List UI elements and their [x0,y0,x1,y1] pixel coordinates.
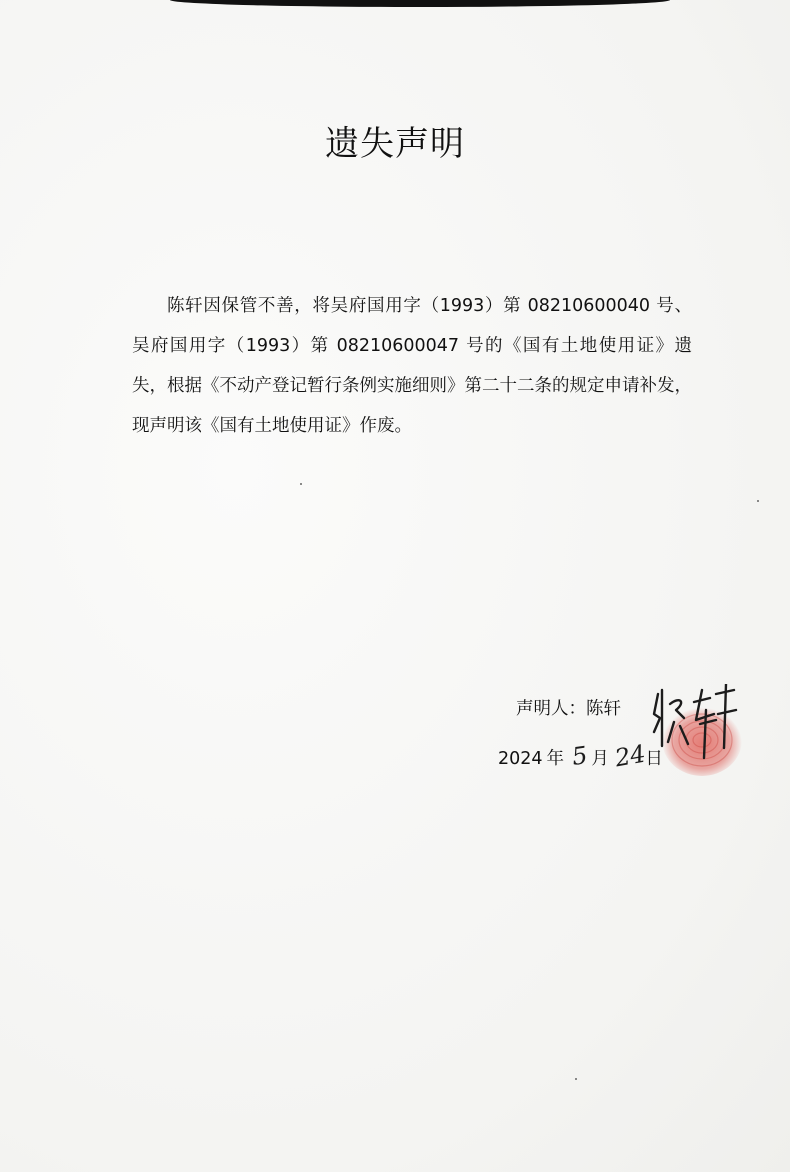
fingerprint-stamp [662,704,742,776]
page-title: 遗失声明 [325,124,465,164]
signature-fingerprint-seal [640,684,750,784]
statement-body [132,286,692,446]
scan-speck [575,1078,577,1080]
signing-date [498,739,663,773]
scan-top-edge [170,0,670,7]
date-day-unit: 日 [645,749,663,769]
signer-label: 声明人：陈轩 [516,699,621,719]
scan-speck [757,500,759,502]
scan-speck [300,483,302,485]
date-month-unit: 月 [591,749,609,769]
date-year-unit: 年 [546,749,565,769]
statement-paragraph: 陈轩因保管不善，将吴府国用字（1993）第 08210600040 号、吴府国用字（1993）第 08210600047 号的《国有土地使用证》遗失，根据《不动产登记暂行条例实施细则》第二十二条的规定申请补发，现声明该《国有土地使用证》作废。 [132,296,692,436]
date-year: 2024 [498,749,543,769]
date-day-handwritten: 24 [612,739,648,773]
date-month-handwritten: 5 [570,741,590,771]
